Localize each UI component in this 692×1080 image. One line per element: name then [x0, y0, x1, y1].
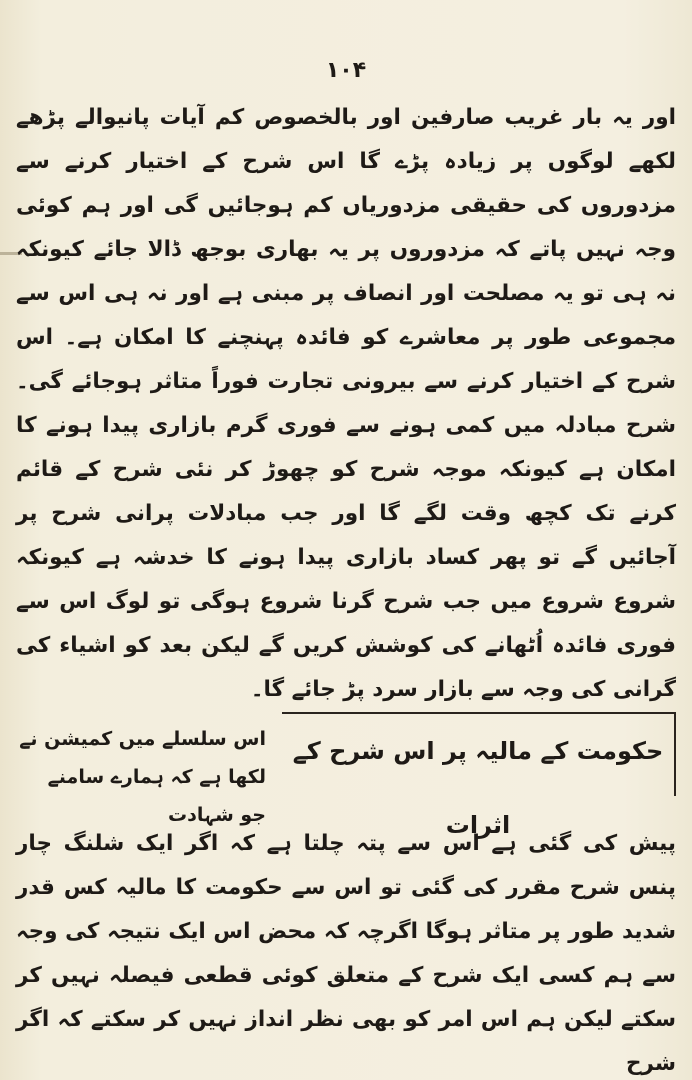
paragraph-text-2: پیش کی گئی ہے اس سے پتہ چلتا ہے کہ اگر ایک شلنگ چار پنس شرح مقرر کی گئی تو اس سے حکومت کا مالیہ کس قدر شدید طور پر متاثر ہوگا اگرچہ کہ محض اس ایک نتیجہ کی وجہ سے ہم کسی ایک شرح کے متعلق کوئی قطعی فیصلہ نہیں کر سکتے لیکن ہم اس امر کو بھی نظر انداز نہیں کر سکتے کہ اگر شرح — [16, 831, 676, 1076]
side-note-text: اس سلسلے میں کمیشن نے لکھا ہے کہ ہمارے سامنے جو شہادت — [19, 728, 266, 826]
side-heading: حکومت کے مالیہ پر اس شرح کے اثرات — [282, 712, 676, 796]
page-number: ۱۰۴ — [325, 58, 367, 83]
side-heading-row — [16, 712, 676, 839]
paragraph-text-1: اور یہ بار غریب صارفین اور بالخصوص کم آیات پانیوالے پڑھے لکھے لوگوں پر زیادہ پڑے گا اس شرح کے اختیار کرنے سے مزدوروں کی حقیقی مزدوریاں کم ہوجائیں گی اور ہم کوئی وجہ نہیں پاتے کہ مزدوروں پر یہ بھاری بوجھ ڈالا جائے کیونکہ نہ ہی تو یہ مصلحت اور انصاف پر مبنی ہے اور نہ ہی اس سے مجموعی طور پر معاشرے کو فائدہ پہنچنے کا امکان ہے۔ اس شرح کے اختیار کرنے سے بیرونی تجارت فوراً متاثر ہوجائے گی۔ شرح مبادلہ میں کمی ہونے سے فوری گرم بازاری پیدا ہونے کا امکان ہے کیونکہ موجہ شرح کو چھوڑ کر نئی شرح کے قائم کرنے تک کچھ وقت لگے گا اور جب مبادلات پرانی شرح پر آجائیں گے تو پھر کساد بازاری پیدا ہونے کا خدشہ ہے کیونکہ شروع شروع میں جب شرح گرنا شروع ہوگی تو لوگ اس سے فوری فائدہ اُٹھانے کی کوشش کریں گے لیکن بعد کو اشیاء کی گرانی کی وجہ سے بازار سرد پڑ جائے گا۔ — [16, 105, 676, 702]
main-paragraph — [16, 96, 676, 712]
second-paragraph — [16, 822, 676, 1080]
